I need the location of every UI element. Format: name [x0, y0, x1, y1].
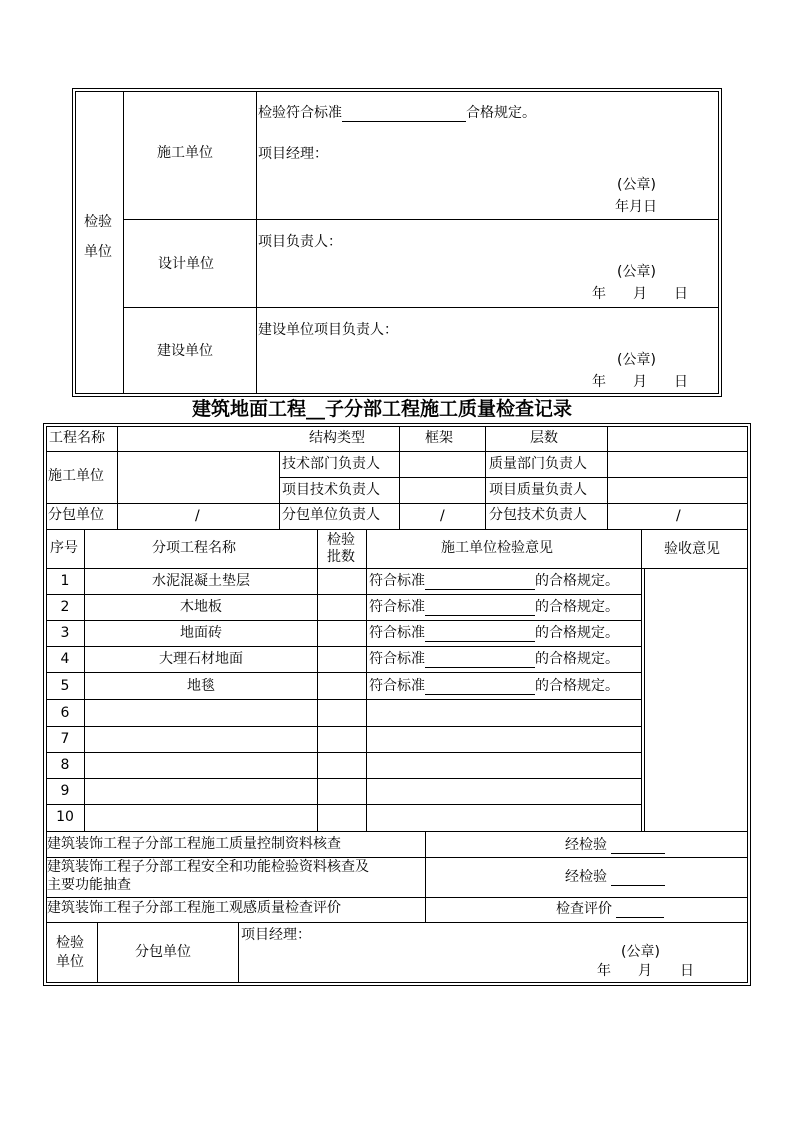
- item-standard-blank[interactable]: [425, 653, 535, 668]
- construction-date-label: 年月日: [615, 199, 657, 215]
- construction-standard-blank[interactable]: [342, 107, 466, 122]
- item-opinion-suffix: 的合格规定。: [535, 651, 619, 667]
- builder-date-day: 日: [674, 374, 688, 390]
- item-no: 1: [60, 573, 70, 589]
- item-no: 2: [60, 599, 70, 615]
- construction-unit-info-label: 施工单位: [48, 468, 104, 484]
- design-date-day: 日: [674, 286, 688, 302]
- builder-date-month: 月: [633, 374, 647, 390]
- sub-tech-head-value: /: [676, 508, 681, 524]
- bottom-seal-label: (公章): [621, 944, 660, 960]
- item-name: 地面砖: [180, 625, 222, 641]
- bottom-manager-label: 项目经理：: [241, 927, 311, 943]
- header-opinion: 施工单位检验意见: [441, 540, 553, 556]
- sub-unit-head-value: /: [440, 508, 445, 524]
- item-name: 地毯: [187, 678, 215, 694]
- design-date-month: 月: [633, 286, 647, 302]
- sub-unit-label: 分包单位: [48, 507, 104, 523]
- bottom-date-month: 月: [638, 963, 652, 979]
- project-name-label: 工程名称: [49, 430, 105, 446]
- builder-seal-label: (公章): [617, 352, 656, 368]
- item-name: 木地板: [180, 599, 222, 615]
- top-side-label-line2: 单位: [84, 244, 112, 260]
- bottom-date-year: 年: [597, 963, 611, 979]
- top-side-label-line1: 检验: [84, 214, 112, 230]
- item-no: 10: [56, 809, 74, 825]
- appearance-result-label: 检查评价: [556, 901, 612, 917]
- item-opinion-suffix: 的合格规定。: [535, 599, 619, 615]
- page-title: 建筑地面工程__子分部工程施工质量检查记录: [192, 398, 573, 420]
- item-opinion-prefix: 符合标准: [369, 625, 425, 641]
- item-opinion-prefix: 符合标准: [369, 651, 425, 667]
- safety-check-label-line1: 建筑装饰工程子分部工程安全和功能检验资料核查及: [47, 859, 369, 875]
- construction-standard-prefix: 检验符合标准: [258, 105, 342, 121]
- item-opinion-suffix: 的合格规定。: [535, 573, 619, 589]
- quality-head-label: 质量部门负责人: [489, 456, 587, 472]
- item-standard-blank[interactable]: [425, 680, 535, 695]
- construction-unit-label: 施工单位: [157, 145, 213, 161]
- item-opinion-suffix: 的合格规定。: [535, 678, 619, 694]
- item-no: 7: [60, 731, 70, 747]
- floors-label: 层数: [530, 430, 558, 446]
- item-no: 4: [60, 651, 70, 667]
- doc-check-label: 建筑装饰工程子分部工程施工质量控制资料核查: [47, 836, 341, 852]
- appearance-check-result: [556, 901, 664, 918]
- item-opinion-prefix: 符合标准: [369, 599, 425, 615]
- item-opinion: [369, 678, 619, 695]
- construction-standard-line: [258, 105, 536, 122]
- safety-check-result-label: 经检验: [565, 869, 607, 885]
- safety-check-label-line2: 主要功能抽查: [47, 877, 131, 893]
- item-standard-blank[interactable]: [425, 601, 535, 616]
- construction-standard-suffix: 合格规定。: [466, 105, 536, 121]
- item-no: 8: [60, 757, 70, 773]
- item-opinion-prefix: 符合标准: [369, 678, 425, 694]
- item-standard-blank[interactable]: [425, 575, 535, 590]
- item-standard-blank[interactable]: [425, 627, 535, 642]
- bottom-side-label-line1: 检验: [56, 935, 84, 951]
- builder-date-year: 年: [592, 374, 606, 390]
- header-batch-line2: 批数: [327, 549, 355, 565]
- bottom-sub-unit-label: 分包单位: [135, 944, 191, 960]
- structure-type-value: 框架: [425, 430, 453, 446]
- project-quality-label: 项目质量负责人: [489, 482, 587, 498]
- safety-check-blank[interactable]: [611, 871, 665, 886]
- doc-check-result: [565, 837, 665, 854]
- item-opinion: [369, 625, 619, 642]
- safety-check-result: [565, 869, 665, 886]
- doc-check-result-label: 经检验: [565, 837, 607, 853]
- item-opinion: [369, 573, 619, 590]
- bottom-side-label-line2: 单位: [56, 954, 84, 970]
- item-no: 9: [60, 783, 70, 799]
- header-acceptance: 验收意见: [664, 541, 720, 557]
- bottom-date-day: 日: [680, 963, 694, 979]
- design-date-year: 年: [592, 286, 606, 302]
- item-opinion: [369, 651, 619, 668]
- item-opinion-suffix: 的合格规定。: [535, 625, 619, 641]
- item-opinion: [369, 599, 619, 616]
- item-no: 5: [60, 678, 70, 694]
- design-seal-label: (公章): [617, 264, 656, 280]
- structure-type-label: 结构类型: [309, 430, 365, 446]
- header-item-name: 分项工程名称: [152, 540, 236, 556]
- doc-check-blank[interactable]: [611, 839, 665, 854]
- appearance-check-blank[interactable]: [616, 903, 664, 918]
- appearance-check-label: 建筑装饰工程子分部工程施工观感质量检查评价: [47, 900, 341, 916]
- item-name: 大理石材地面: [159, 651, 243, 667]
- builder-unit-label: 建设单位: [157, 343, 213, 359]
- construction-manager-label: 项目经理：: [258, 146, 328, 162]
- construction-seal-label: (公章): [617, 177, 656, 193]
- sub-unit-value: /: [195, 508, 200, 524]
- design-person-label: 项目负责人：: [258, 234, 342, 250]
- builder-person-label: 建设单位项目负责人：: [258, 322, 398, 338]
- header-batch-line1: 检验: [327, 532, 355, 548]
- header-no: 序号: [50, 540, 78, 556]
- item-opinion-prefix: 符合标准: [369, 573, 425, 589]
- item-no: 3: [60, 625, 70, 641]
- item-name: 水泥混凝土垫层: [152, 573, 250, 589]
- sub-tech-head-label: 分包技术负责人: [489, 507, 587, 523]
- design-unit-label: 设计单位: [158, 256, 214, 272]
- sub-unit-head-label: 分包单位负责人: [282, 507, 380, 523]
- item-no: 6: [60, 705, 70, 721]
- project-tech-label: 项目技术负责人: [282, 482, 380, 498]
- tech-head-label: 技术部门负责人: [282, 456, 380, 472]
